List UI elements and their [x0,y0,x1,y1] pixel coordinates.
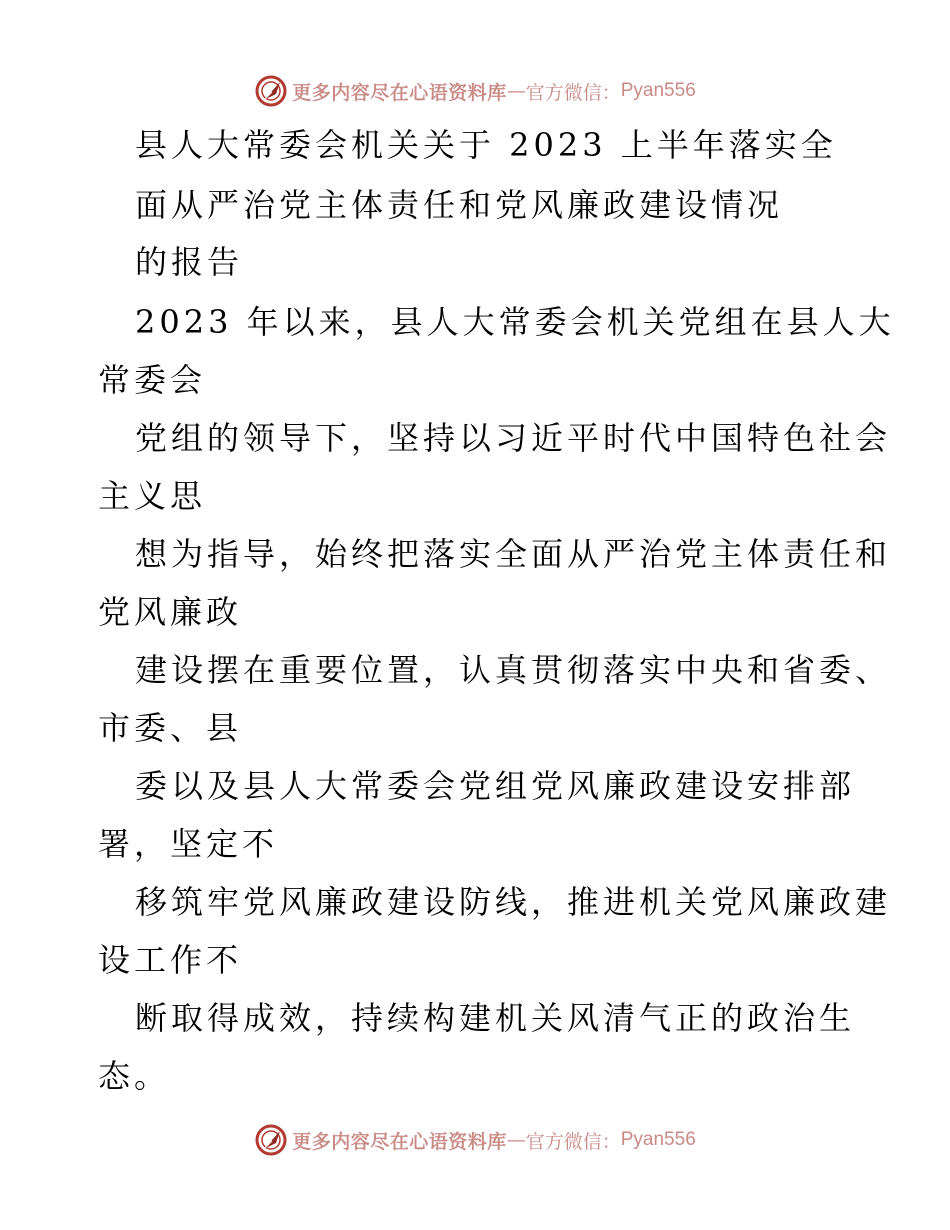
body-line-13: 断取得成效，持续构建机关风清气正的政治生 [135,999,856,1037]
watermark-separator: — [506,1129,526,1151]
body-line-7: 建设摆在重要位置，认真贯彻落实中央和省委、 [135,651,892,689]
quill-pen-icon [254,74,288,108]
body-line-4: 主义思 [98,477,207,515]
body-line-10: 署，坚定不 [98,825,279,863]
quill-pen-icon [254,1123,288,1157]
header-watermark [0,71,950,111]
watermark-site-text: 更多内容尽在心语资料库 [292,1130,507,1153]
body-line-8: 市委、县 [98,709,243,747]
watermark-wechat-label: 官方微信： [525,1130,621,1153]
watermark-site-text: 更多内容尽在心语资料库 [292,81,507,104]
watermark-separator: — [506,80,526,102]
title-line-2: 面从严治党主体责任和党风廉政建设情况 [135,186,784,224]
watermark-wechat-label: 官方微信： [525,81,621,104]
body-line-6: 党风廉政 [98,593,243,631]
body-line-11: 移筑牢党风廉政建设防线，推进机关党风廉政建 [135,883,892,921]
body-line-9: 委以及县人大常委会党组党风廉政建设安排部 [135,767,856,805]
title-line-3: 的报告 [135,243,244,281]
body-line-12: 设工作不 [98,941,243,979]
body-line-2: 常委会 [98,361,207,399]
title-line-1: 县人大常委会机关关于 2023 上半年落实全 [135,126,837,164]
watermark-wechat-id: Pyan556 [620,1129,696,1150]
body-line-1: 2023 年以来，县人大常委会机关党组在县人大 [135,303,895,341]
footer-watermark [0,1120,950,1160]
body-line-14: 态。 [98,1057,171,1095]
body-line-5: 想为指导，始终把落实全面从严治党主体责任和 [135,535,892,573]
body-line-3: 党组的领导下，坚持以习近平时代中国特色社会 [135,419,892,457]
watermark-wechat-id: Pyan556 [620,80,696,101]
